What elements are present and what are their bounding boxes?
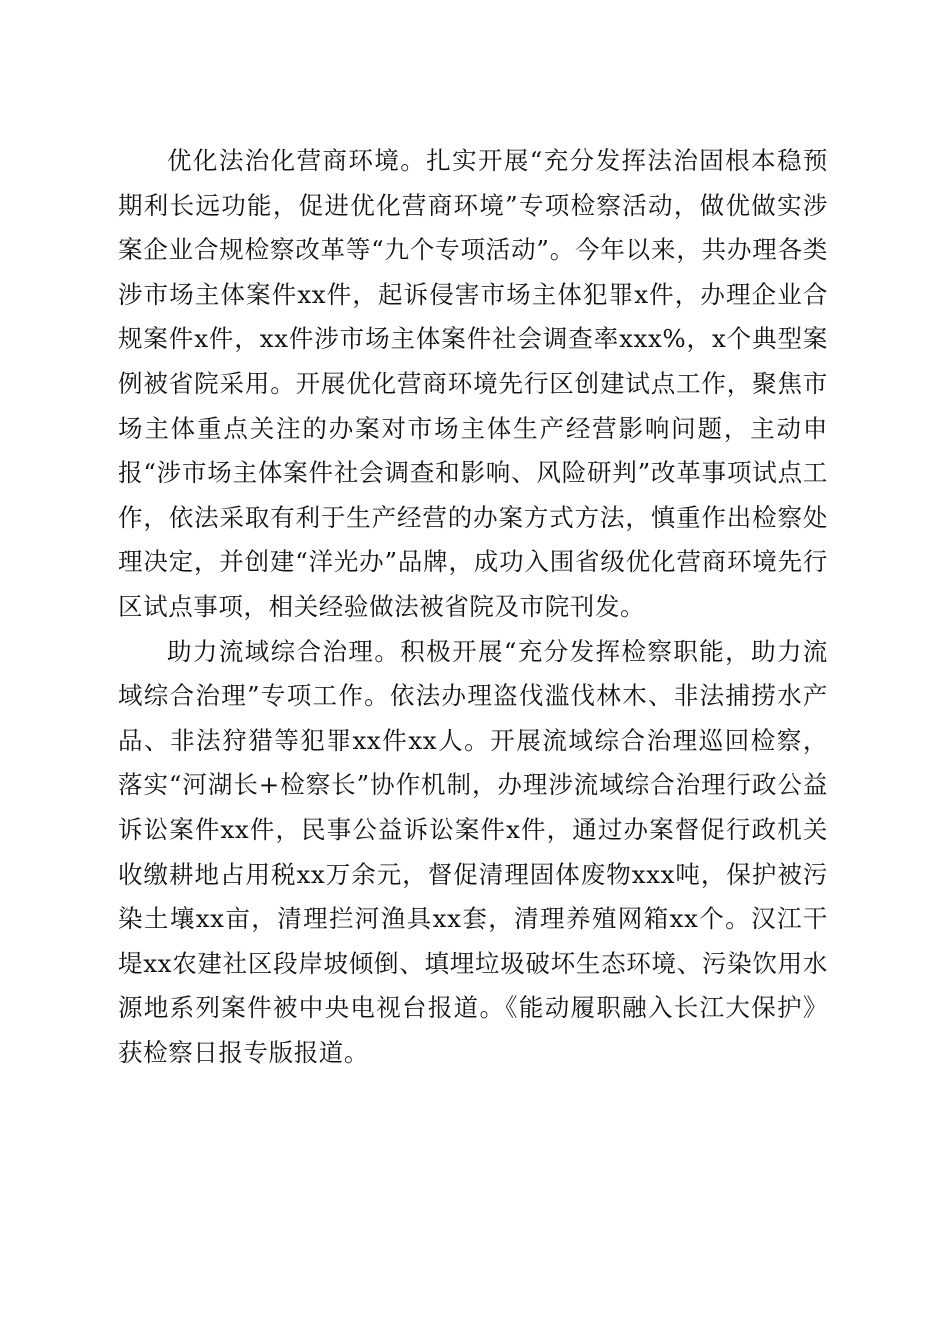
document-body: [118, 139, 828, 1075]
paragraph-business-environment: 优化法治化营商环境。扎实开展“充分发挥法治固根本稳预期利长远功能，促进优化营商环境”专项检察活动，做优做实涉案企业合规检察改革等“九个专项活动”。今年以来，共办理各类涉市场主体案件xx件，起诉侵害市场主体犯罪x件，办理企业合规案件x件，xx件涉市场主体案件社会调查率xxx%，x个典型案例被省院采用。开展优化营商环境先行区创建试点工作，聚焦市场主体重点关注的办案对市场主体生产经营影响问题，主动申报“涉市场主体案件社会调查和影响、风险研判”改革事项试点工作，依法采取有利于生产经营的办案方式方法，慎重作出检察处理决定，并创建“洋光办”品牌，成功入围省级优化营商环境先行区试点事项，相关经验做法被省院及市院刊发。: [118, 146, 828, 621]
paragraph-river-basin-governance: 助力流域综合治理。积极开展“充分发挥检察职能，助力流域综合治理”专项工作。依法办理盗伐滥伐林木、非法捕捞水产品、非法狩猎等犯罪xx件xx人。开展流域综合治理巡回检察，落实“河湖长+检察长”协作机制，办理涉流域综合治理行政公益诉讼案件xx件，民事公益诉讼案件x件，通过办案督促行政机关收缴耕地占用税xx万余元，督促清理固体废物xxx吨，保护被污染土壤xx亩，清理拦河渔具xx套，清理养殖网箱xx个。汉江干堤xx农建社区段岸坡倾倒、填埋垃圾破坏生态环境、污染饮用水源地系列案件被中央电视台报道。《能动履职融入长江大保护》获检察日报专版报道。: [118, 636, 828, 1067]
